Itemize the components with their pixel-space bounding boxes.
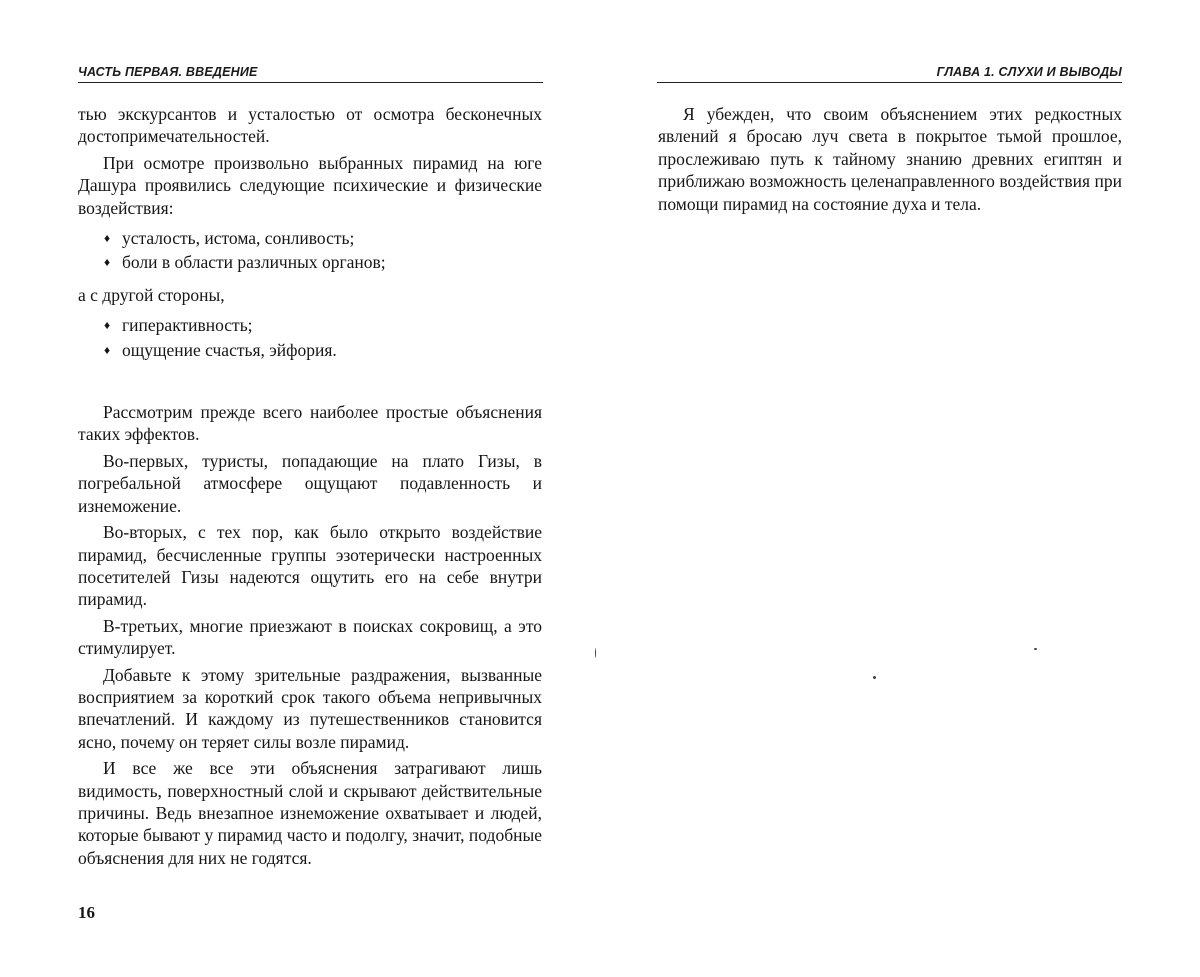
paragraph: Я убежден, что своим объяснением этих редкостных явлений я бросаю луч света в покрытое тьмой прошлое, прослеживаю путь к тайному знанию древних египтян и приближаю возможность целенаправленного воздействия при помощи пирамид на состояние духа и тела. bbox=[658, 104, 1122, 214]
diamond-bullet-icon: ♦ bbox=[104, 231, 111, 246]
scan-speck bbox=[873, 676, 876, 679]
scan-speck bbox=[595, 648, 596, 658]
header-rule-right bbox=[657, 82, 1122, 83]
header-rule-left bbox=[78, 82, 543, 83]
paragraph: В-третьих, многие приезжают в поисках сокровищ, а это стимулирует. bbox=[78, 615, 542, 659]
right-page bbox=[600, 0, 1200, 977]
diamond-bullet-icon: ♦ bbox=[104, 342, 111, 357]
paragraph: Рассмотрим прежде всего наиболее простые объяснения таких эффектов. bbox=[78, 402, 542, 445]
diamond-bullet-icon: ♦ bbox=[104, 318, 111, 333]
page-number: 16 bbox=[78, 903, 95, 922]
scan-speck bbox=[1034, 648, 1037, 650]
paragraph: тью экскурсантов и усталостью от осмотра бесконечных достопримечательностей. bbox=[78, 104, 542, 147]
diamond-bullet-icon: ♦ bbox=[104, 255, 111, 270]
list-item: ♦ гиперактивность; bbox=[104, 315, 253, 336]
list-item: ♦ усталость, истома, сонливость; bbox=[104, 228, 355, 249]
paragraph: При осмотре произвольно выбранных пирамид на юге Дашура проявились следующие психические и физические воздействия: bbox=[78, 152, 542, 218]
paragraph: Во-вторых, с тех пор, как было открыто воздействие пирамид, бесчисленные группы эзотерически настроенных посетителей Гизы надеются ощутить его на себе внутри пирамид. bbox=[78, 522, 542, 610]
list-item: ♦ боли в области различных органов; bbox=[104, 252, 386, 273]
paragraph: И все же все эти объяснения затрагивают лишь видимость, поверхностный слой и скрывают действительные причины. Ведь внезапное изнеможение охватывает и людей, которые бывают у пирамид часто и подолгу, значит, подобные объяснения для них не годятся. bbox=[78, 758, 542, 868]
section-gap bbox=[78, 371, 542, 401]
running-head-right: ГЛАВА 1. СЛУХИ И ВЫВОДЫ bbox=[936, 65, 1122, 79]
right-page-body bbox=[658, 103, 1122, 219]
paragraph: Во-первых, туристы, попадающие на плато Гизы, в погребальной атмосфере ощущают подавленность и изнеможение. bbox=[78, 450, 542, 516]
paragraph: Добавьте к этому зрительные раздражения, вызванные восприятием за короткий срок такого объема непривычных впечатлений. И каждому из путешественников становится ясно, почему он теряет силы возле пирамид. bbox=[78, 664, 542, 752]
bullet-list bbox=[104, 227, 542, 274]
left-page-body bbox=[78, 103, 542, 873]
paragraph: а с другой стороны, bbox=[78, 284, 225, 305]
bullet-list bbox=[104, 314, 542, 361]
list-item: ♦ ощущение счастья, эйфория. bbox=[104, 339, 337, 360]
running-head-left: ЧАСТЬ ПЕРВАЯ. ВВЕДЕНИЕ bbox=[78, 65, 258, 79]
